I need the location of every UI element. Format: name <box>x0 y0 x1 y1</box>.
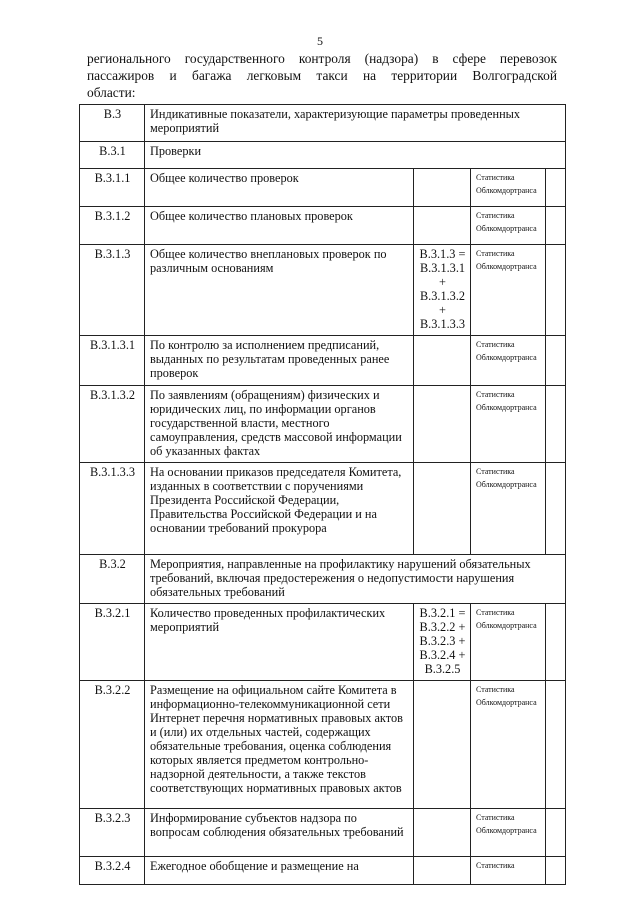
section-title: Мероприятия, направленные на профилактику нарушений обязательных требований, включая предостережения о недопустимости нарушения обязательных требований <box>145 555 566 604</box>
empty-cell <box>546 207 566 245</box>
intro-paragraph <box>87 50 557 101</box>
indicator-code: В.3.2.3 <box>80 809 145 857</box>
indicator-formula: В.3.2.1 = В.3.2.2 + В.3.2.3 + В.3.2.4 + В.3.2.5 <box>414 604 471 681</box>
page-number: 5 <box>317 34 323 48</box>
indicator-name: Общее количество плановых проверок <box>145 207 414 245</box>
indicator-name: По контролю за исполнением предписаний, выданных по результатам проведенных ранее проверок <box>145 336 414 386</box>
table-row <box>80 386 566 463</box>
indicator-source: Статистика Облкомдортранса <box>471 169 546 207</box>
indicator-formula <box>414 336 471 386</box>
section-title: Проверки <box>145 142 566 169</box>
indicator-code: В.3.1.3 <box>80 245 145 336</box>
indicator-source: Статистика Облкомдортранса <box>471 336 546 386</box>
indicator-formula <box>414 809 471 857</box>
empty-cell <box>546 336 566 386</box>
indicator-code: В.3.1.3.2 <box>80 386 145 463</box>
table-row-section <box>80 555 566 604</box>
indicator-name: Количество проведенных профилактических мероприятий <box>145 604 414 681</box>
indicator-code: В.3 <box>80 105 145 142</box>
empty-cell <box>546 809 566 857</box>
indicator-formula <box>414 463 471 555</box>
indicator-source: Статистика Облкомдортранса <box>471 604 546 681</box>
table-row <box>80 169 566 207</box>
table-row-section <box>80 142 566 169</box>
indicator-code: В.3.2.1 <box>80 604 145 681</box>
indicator-code: В.3.1.3.1 <box>80 336 145 386</box>
table-row <box>80 463 566 555</box>
empty-cell <box>546 857 566 885</box>
empty-cell <box>546 386 566 463</box>
indicator-code: В.3.1.3.3 <box>80 463 145 555</box>
empty-cell <box>546 604 566 681</box>
table-row <box>80 245 566 336</box>
table-row-section <box>80 105 566 142</box>
indicator-formula: В.3.1.3 = В.3.1.3.1 + В.3.1.3.2 + В.3.1.3.3 <box>414 245 471 336</box>
table-row <box>80 857 566 885</box>
indicator-source: Статистика Облкомдортранса <box>471 809 546 857</box>
table-row <box>80 681 566 809</box>
indicator-source: Статистика Облкомдортранса <box>471 681 546 809</box>
indicator-source: Статистика <box>471 857 546 885</box>
indicator-formula <box>414 386 471 463</box>
indicator-source: Статистика Облкомдортранса <box>471 245 546 336</box>
indicator-code: В.3.2 <box>80 555 145 604</box>
indicator-name: Ежегодное обобщение и размещение на <box>145 857 414 885</box>
indicator-code: В.3.1.1 <box>80 169 145 207</box>
empty-cell <box>546 463 566 555</box>
empty-cell <box>546 245 566 336</box>
indicator-formula <box>414 857 471 885</box>
indicator-source: Статистика Облкомдортранса <box>471 463 546 555</box>
indicator-code: В.3.1 <box>80 142 145 169</box>
indicator-code: В.3.2.2 <box>80 681 145 809</box>
intro-line: регионального государственного контроля (надзора) в сфере перевозок <box>87 51 557 66</box>
table-row <box>80 604 566 681</box>
indicator-name: Размещение на официальном сайте Комитета в информационно-телекоммуникационной сети Интернет перечня нормативных правовых актов и (или) их отдельных частей, содержащих обязательные требования, оценка соблюдения которых является предметом контрольно-надзорной деятельности, а также текстов соответствующих нормативных правовых актов <box>145 681 414 809</box>
indicator-name: На основании приказов председателя Комитета, изданных в соответствии с поручениями Президента Российской Федерации, Правительства Российской Федерации и на основании требований прокурора <box>145 463 414 555</box>
intro-line: области: <box>87 85 136 100</box>
intro-line: пассажиров и багажа легковым такси на территории Волгоградской <box>87 68 557 83</box>
indicator-code: В.3.1.2 <box>80 207 145 245</box>
indicators-table <box>79 104 566 885</box>
indicator-name: Информирование субъектов надзора по вопросам соблюдения обязательных требований <box>145 809 414 857</box>
table-row <box>80 207 566 245</box>
empty-cell <box>546 681 566 809</box>
indicator-formula <box>414 681 471 809</box>
indicator-name: Общее количество внеплановых проверок по различным основаниям <box>145 245 414 336</box>
indicator-name: Общее количество проверок <box>145 169 414 207</box>
section-title: Индикативные показатели, характеризующие параметры проведенных мероприятий <box>145 105 566 142</box>
table-row <box>80 809 566 857</box>
indicator-source: Статистика Облкомдортранса <box>471 207 546 245</box>
indicator-formula <box>414 207 471 245</box>
indicator-formula <box>414 169 471 207</box>
indicator-code: В.3.2.4 <box>80 857 145 885</box>
indicator-source: Статистика Облкомдортранса <box>471 386 546 463</box>
indicator-name: По заявлениям (обращениям) физических и юридических лиц, по информации органов государственной власти, местного самоуправления, средств массовой информации об указанных фактах <box>145 386 414 463</box>
table-row <box>80 336 566 386</box>
empty-cell <box>546 169 566 207</box>
